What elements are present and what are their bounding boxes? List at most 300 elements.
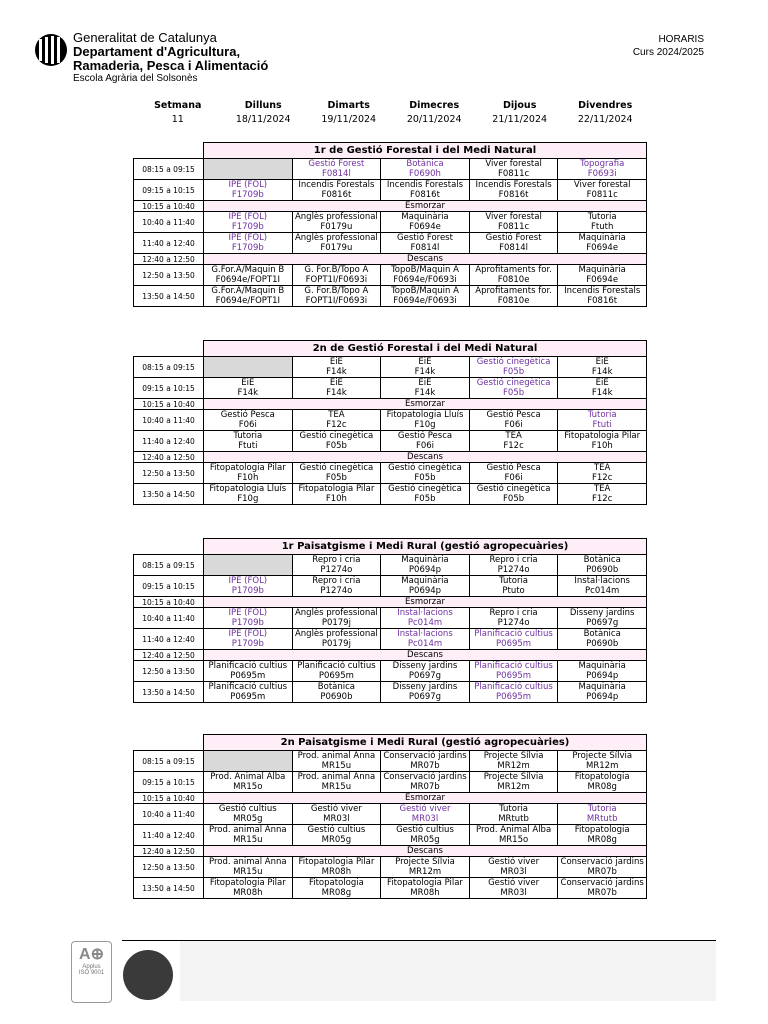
subject-code: F14k	[414, 367, 436, 377]
time-slot: 10:15 a 10:40	[134, 597, 204, 608]
subject-code: Pc014m	[585, 586, 620, 596]
class-cell	[204, 463, 293, 484]
schedule-row	[134, 265, 647, 286]
subject-name: Incendis Forestals	[386, 180, 464, 190]
subject-code: F05b	[414, 494, 436, 504]
class-cell	[558, 661, 647, 682]
subject-code: F05b	[414, 473, 436, 483]
schedule-table	[133, 538, 647, 703]
class-cell	[558, 825, 647, 846]
subject-code: P1274o	[497, 565, 530, 575]
class-cell	[292, 772, 381, 793]
subject-code: F0694e	[409, 222, 441, 232]
subject-code: F0810e	[497, 296, 530, 306]
subject-code: MR08g	[587, 835, 617, 845]
week-value: 18/11/2024	[235, 113, 291, 125]
subject-name: Prod. animal Anna	[209, 825, 287, 835]
subject-code: F0814l	[499, 243, 529, 253]
fse-logo-icon	[123, 950, 173, 1000]
subject-name: Gestió Pesca	[220, 410, 275, 420]
subject-name: Viver forestal	[573, 180, 631, 190]
subject-name: Topografia	[580, 159, 625, 169]
time-slot: 09:15 a 10:15	[134, 180, 204, 201]
subject-name: Maquinària	[578, 265, 626, 275]
subject-code: F1709b	[231, 190, 264, 200]
subject-name: Maquinària	[578, 682, 626, 692]
subject-name: Fitopatologia Pilar	[209, 878, 286, 888]
class-cell	[558, 555, 647, 576]
class-cell	[381, 825, 470, 846]
break-row	[134, 254, 647, 265]
subject-code: F1709b	[231, 243, 264, 253]
class-cell	[381, 804, 470, 825]
class-cell	[381, 463, 470, 484]
subject-code: F0814l	[321, 169, 351, 179]
break-label: Esmorzar	[204, 399, 647, 410]
subject-name: EiE	[329, 378, 343, 388]
subject-code: F0811c	[497, 169, 530, 179]
subject-code: MR07b	[410, 761, 440, 771]
subject-name: Conservació jardins	[383, 772, 467, 782]
subject-code: P0695m	[230, 671, 266, 681]
subject-name: Disseny jardins	[569, 608, 635, 618]
class-cell	[469, 751, 558, 772]
subject-name: Fitopatologia Pilar	[298, 857, 375, 867]
subject-name: TEA	[505, 431, 522, 441]
subject-name: Fitopatologia Pilar	[387, 878, 463, 888]
class-cell	[292, 484, 381, 505]
subject-code: F10h	[591, 441, 613, 451]
subject-code: F10g	[237, 494, 259, 504]
class-cell	[204, 629, 293, 650]
class-cell	[381, 410, 470, 431]
subject-code: MR05g	[410, 835, 440, 845]
schedule-row	[134, 555, 647, 576]
class-cell	[381, 233, 470, 254]
subject-name: Gestió Pesca	[486, 463, 541, 473]
subject-name: Instal·lacions	[574, 576, 630, 586]
class-cell	[204, 772, 293, 793]
class-cell	[558, 878, 647, 899]
subject-name: EiE	[418, 378, 432, 388]
time-slot: 08:15 a 09:15	[134, 159, 204, 180]
a-plus-icon: A⊕	[79, 946, 104, 963]
subject-code: F1709b	[231, 222, 264, 232]
time-slot: 11:40 a 12:40	[134, 825, 204, 846]
class-cell	[292, 286, 381, 307]
subject-name: IPE (FOL)	[228, 233, 268, 243]
schedule-row	[134, 463, 647, 484]
class-cell	[558, 410, 647, 431]
subject-name: Gestió Forest	[397, 233, 453, 243]
subject-name: Projecte Sílvia	[572, 751, 633, 761]
subject-code: P0697g	[408, 692, 442, 702]
schedule-row	[134, 431, 647, 452]
subject-code: MR08h	[233, 888, 263, 898]
class-cell	[204, 431, 293, 452]
subject-name: Tutoria	[499, 804, 529, 814]
subject-name: Fitopatologia Lluís	[209, 484, 287, 494]
subject-name: Gestió viver	[310, 804, 362, 814]
course: Curs 2024/2025	[632, 46, 704, 58]
class-cell	[558, 772, 647, 793]
subject-code: MR12m	[408, 867, 442, 877]
subject-name: Gestió viver	[399, 804, 451, 814]
class-cell	[204, 286, 293, 307]
break-label: Descans	[204, 254, 647, 265]
class-cell	[558, 484, 647, 505]
class-cell	[292, 878, 381, 899]
subject-name: Gestió cinegètica	[476, 378, 551, 388]
break-label: Esmorzar	[204, 793, 647, 804]
schedule-row	[134, 484, 647, 505]
document-header-right	[633, 34, 704, 59]
time-slot: 12:40 a 12:50	[134, 650, 204, 661]
subject-code: F0694e	[586, 275, 619, 285]
class-cell	[558, 357, 647, 378]
class-cell	[381, 431, 470, 452]
time-slot: 13:50 a 14:50	[134, 286, 204, 307]
class-cell	[469, 431, 558, 452]
subject-name: Viver forestal	[485, 159, 542, 169]
subject-code: F10g	[414, 420, 436, 430]
time-slot: 12:50 a 13:50	[134, 857, 204, 878]
class-cell	[558, 212, 647, 233]
subject-code: Ftuti	[238, 441, 258, 451]
cert-iso: ISO 9001	[78, 970, 105, 976]
class-cell	[558, 159, 647, 180]
subject-name: Tutoria	[499, 576, 529, 586]
subject-code: MR15u	[233, 835, 263, 845]
subject-code: F10h	[237, 473, 259, 483]
generalitat-logo-icon	[34, 33, 68, 67]
class-cell	[381, 751, 470, 772]
subject-code: MR07b	[587, 888, 617, 898]
subject-name: Planificació cultius	[208, 682, 288, 692]
class-cell	[292, 629, 381, 650]
time-slot: 10:15 a 10:40	[134, 793, 204, 804]
class-cell	[292, 357, 381, 378]
class-cell	[469, 857, 558, 878]
subject-code: MR03l	[500, 888, 527, 898]
subject-name: TopoB/Maquin A	[391, 265, 459, 275]
subject-code: MR05g	[233, 814, 263, 824]
time-slot: 12:50 a 13:50	[134, 265, 204, 286]
subject-code: P0179j	[321, 618, 351, 628]
time-slot: 09:15 a 10:15	[134, 378, 204, 399]
class-cell	[381, 180, 470, 201]
schedule-row	[134, 661, 647, 682]
time-slot: 13:50 a 14:50	[134, 878, 204, 899]
schedule-row	[134, 825, 647, 846]
cert-brand: Applus	[82, 964, 101, 970]
subject-name: TEA	[328, 410, 345, 420]
subject-code: Ptuto	[502, 586, 525, 596]
class-cell	[381, 212, 470, 233]
break-label: Esmorzar	[204, 201, 647, 212]
class-cell	[381, 265, 470, 286]
subject-name: Fitopatologia Pilar	[209, 463, 286, 473]
time-slot: 08:15 a 09:15	[134, 357, 204, 378]
subject-code: F14k	[326, 367, 347, 377]
class-cell	[469, 772, 558, 793]
subject-code: F0179u	[320, 243, 353, 253]
class-cell	[204, 180, 293, 201]
class-cell	[381, 661, 470, 682]
subject-name: Anglès professional	[294, 629, 378, 639]
subject-code: MR15u	[233, 867, 263, 877]
class-cell	[292, 661, 381, 682]
subject-name: Maquinària	[578, 233, 626, 243]
subject-code: P0694p	[586, 692, 619, 702]
subject-name: Instal·lacions	[397, 629, 453, 639]
subject-code: F0816t	[498, 190, 529, 200]
class-cell	[558, 576, 647, 597]
subject-name: Fitopatologia	[574, 825, 630, 835]
subject-name: Gestió Pesca	[486, 410, 541, 420]
subject-name: Fitopatologia Pilar	[564, 431, 641, 441]
class-cell	[292, 608, 381, 629]
subject-code: F12c	[503, 441, 524, 451]
org-line-4: Escola Agrària del Solsonès	[73, 73, 198, 84]
subject-name: Anglès professional	[294, 212, 378, 222]
class-cell	[204, 825, 293, 846]
subject-code: F06i	[504, 473, 523, 483]
subject-code: F06i	[504, 420, 523, 430]
subject-code: MR03l	[323, 814, 350, 824]
class-cell	[381, 629, 470, 650]
subject-name: Maquinària	[401, 212, 449, 222]
class-cell	[381, 857, 470, 878]
schedule-row	[134, 751, 647, 772]
week-value: 22/11/2024	[577, 113, 633, 125]
time-slot: 12:50 a 13:50	[134, 661, 204, 682]
time-slot: 10:15 a 10:40	[134, 399, 204, 410]
subject-code: F0814l	[410, 243, 440, 253]
subject-name: Fitopatologia	[308, 878, 364, 888]
subject-code: F14k	[591, 367, 613, 377]
subject-name: Planificació cultius	[297, 661, 376, 671]
subject-name: Anglès professional	[294, 233, 378, 243]
class-cell	[469, 629, 558, 650]
empty-corner	[134, 539, 204, 555]
class-cell	[381, 378, 470, 399]
subject-code: MR15o	[498, 835, 529, 845]
subject-name: Planificació cultius	[474, 629, 553, 639]
subject-code: MR08h	[321, 867, 352, 877]
subject-name: IPE (FOL)	[228, 180, 268, 190]
subject-code: MR03l	[500, 867, 527, 877]
class-cell	[292, 159, 381, 180]
organization-header	[73, 31, 268, 84]
subject-code: F0694e/F0693i	[393, 275, 457, 285]
schedule-row	[134, 410, 647, 431]
subject-code: F0690h	[409, 169, 441, 179]
class-cell	[558, 180, 647, 201]
subject-code: MRtutb	[586, 814, 618, 824]
subject-name: Instal·lacions	[397, 608, 453, 618]
time-slot: 11:40 a 12:40	[134, 629, 204, 650]
subject-code: MR07b	[587, 867, 617, 877]
class-cell	[469, 878, 558, 899]
subject-code: P1274o	[320, 565, 353, 575]
class-cell	[204, 878, 293, 899]
schedule-row	[134, 212, 647, 233]
subject-name: Fitopatologia Lluís	[386, 410, 464, 420]
schedule-row	[134, 857, 647, 878]
subject-name: TopoB/Maquin A	[391, 286, 459, 296]
subject-code: MR12m	[497, 761, 530, 771]
subject-code: P0697g	[586, 618, 619, 628]
empty-corner	[134, 143, 204, 159]
class-cell	[204, 608, 293, 629]
class-cell	[469, 576, 558, 597]
subject-name: Projecte Sílvia	[483, 751, 544, 761]
subject-name: Gestió cinegètica	[299, 431, 374, 441]
subject-code: F0179u	[320, 222, 353, 232]
time-slot: 12:40 a 12:50	[134, 254, 204, 265]
class-cell	[558, 629, 647, 650]
subject-name: EiE	[595, 378, 609, 388]
schedule-row	[134, 180, 647, 201]
subject-name: Conservació jardins	[383, 751, 467, 761]
empty-corner	[134, 341, 204, 357]
subject-name: Aprofitaments for.	[475, 265, 552, 275]
time-slot: 13:50 a 14:50	[134, 682, 204, 703]
week-value: 19/11/2024	[321, 113, 377, 125]
time-slot: 10:40 a 11:40	[134, 410, 204, 431]
subject-name: TEA	[593, 463, 611, 473]
time-slot: 08:15 a 09:15	[134, 751, 204, 772]
subject-code: Pc014m	[407, 639, 443, 649]
empty-slot	[204, 159, 293, 180]
subject-name: Viver forestal	[485, 212, 542, 222]
subject-name: G.For.A/Maquin B	[211, 265, 285, 275]
subject-name: Planificació cultius	[474, 661, 553, 671]
class-cell	[469, 378, 558, 399]
applus-certification-logo	[71, 941, 112, 1003]
week-info-table	[135, 98, 648, 126]
class-cell	[381, 682, 470, 703]
time-slot: 10:40 a 11:40	[134, 608, 204, 629]
subject-name: Conservació jardins	[560, 857, 644, 867]
class-cell	[469, 463, 558, 484]
subject-code: MR15u	[321, 761, 352, 771]
time-slot: 10:40 a 11:40	[134, 212, 204, 233]
subject-name: Gestió cinegètica	[299, 463, 374, 473]
subject-name: Planificació cultius	[474, 682, 553, 692]
subject-code: P0694p	[408, 565, 442, 575]
class-cell	[381, 576, 470, 597]
subject-name: Prod. Animal Alba	[475, 825, 552, 835]
subject-code: F05b	[503, 367, 525, 377]
break-label: Descans	[204, 452, 647, 463]
subject-code: F06i	[238, 420, 257, 430]
subject-code: P0690b	[320, 692, 353, 702]
class-cell	[292, 233, 381, 254]
doc-type: HORARIS	[658, 34, 704, 45]
subject-code: P1709b	[231, 586, 264, 596]
subject-name: Disseny jardins	[392, 661, 458, 671]
class-cell	[292, 825, 381, 846]
class-cell	[204, 265, 293, 286]
class-cell	[469, 357, 558, 378]
subject-name: Prod. animal Anna	[297, 772, 376, 782]
schedule-row	[134, 878, 647, 899]
subject-name: EiE	[418, 357, 432, 367]
subject-name: Gestió viver	[488, 878, 540, 888]
class-cell	[558, 431, 647, 452]
schedule-row	[134, 804, 647, 825]
subject-name: G. For.B/Topo A	[304, 265, 369, 275]
subject-name: EiE	[595, 357, 609, 367]
schedule-row	[134, 682, 647, 703]
subject-code: P1274o	[497, 618, 530, 628]
subject-name: Gestió viver	[488, 857, 540, 867]
subject-code: P1274o	[320, 586, 353, 596]
schedule-row	[134, 576, 647, 597]
subject-code: F05b	[325, 473, 347, 483]
subject-code: F0693i	[587, 169, 617, 179]
time-slot: 09:15 a 10:15	[134, 772, 204, 793]
subject-code: F14k	[237, 388, 259, 398]
week-header: Dilluns	[244, 99, 282, 111]
time-slot: 11:40 a 12:40	[134, 233, 204, 254]
class-cell	[469, 286, 558, 307]
subject-code: P0694p	[408, 586, 442, 596]
empty-slot	[204, 751, 293, 772]
time-slot: 11:40 a 12:40	[134, 431, 204, 452]
class-cell	[204, 484, 293, 505]
empty-corner	[134, 735, 204, 751]
subject-name: Projecte Sílvia	[483, 772, 544, 782]
class-cell	[204, 378, 293, 399]
class-cell	[292, 265, 381, 286]
subject-code: MR08g	[321, 888, 352, 898]
empty-slot	[204, 555, 293, 576]
subject-code: F0816t	[410, 190, 440, 200]
class-cell	[381, 159, 470, 180]
subject-code: F0694e/FOPT1I	[215, 275, 281, 285]
class-cell	[469, 682, 558, 703]
subject-name: Gestió Forest	[485, 233, 542, 243]
class-cell	[558, 463, 647, 484]
subject-name: Prod. animal Anna	[297, 751, 376, 761]
time-slot: 12:40 a 12:50	[134, 846, 204, 857]
class-cell	[558, 608, 647, 629]
subject-code: P0690b	[586, 565, 619, 575]
subject-name: Incendis Forestals	[475, 180, 552, 190]
class-cell	[558, 265, 647, 286]
class-cell	[204, 212, 293, 233]
week-header: Dijous	[503, 99, 537, 111]
class-cell	[558, 682, 647, 703]
subject-code: MR03l	[411, 814, 439, 824]
break-row	[134, 399, 647, 410]
subject-name: G. For.B/Topo A	[304, 286, 369, 296]
class-cell	[292, 410, 381, 431]
subject-code: MR12m	[497, 782, 530, 792]
subject-code: F0816t	[321, 190, 352, 200]
class-cell	[469, 180, 558, 201]
subject-name: Gestió cinegètica	[476, 484, 551, 494]
schedule-row	[134, 629, 647, 650]
schedule-row	[134, 772, 647, 793]
subject-name: IPE (FOL)	[228, 212, 268, 222]
subject-code: F0810e	[497, 275, 530, 285]
class-cell	[469, 804, 558, 825]
class-cell	[204, 576, 293, 597]
